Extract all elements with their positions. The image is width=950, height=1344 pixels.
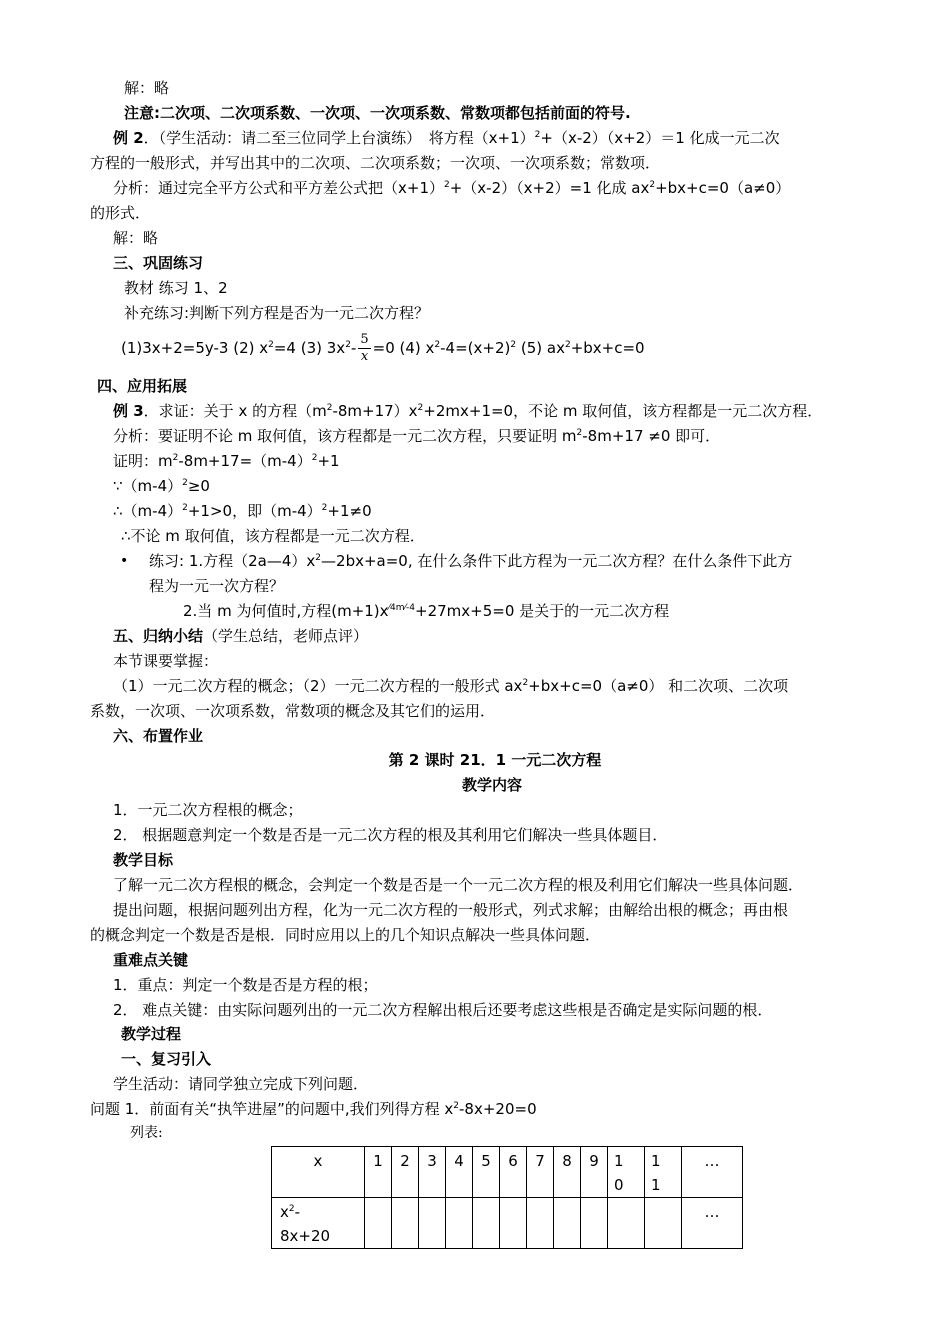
table-cell [365,1198,392,1249]
text-line: 分析：通过完全平方公式和平方差公式把$(x+1)^2+(x-2)(x+2)=1$ 化成 $ax^2+bx+c=0(a\ne 0)$ [113,179,791,197]
section-heading: 一、复习引入 [121,1050,212,1068]
section-heading: 重难点关键 [113,951,189,969]
table-cell: 2 [392,1147,419,1198]
text-line: 1．重点：判定一个数是否是方程的根； [113,976,378,994]
table-row [272,1198,743,1249]
table-cell [392,1198,419,1249]
table-cell [554,1198,581,1249]
text-line: 1．一元二次方程根的概念； [113,801,303,819]
text-line: 本节课要掌握： [113,652,219,670]
text-line: 解：略 [124,79,170,97]
text-line: 的形式． [90,204,151,222]
text-line: 练习: 1.方程$(2a—4)x^2—2bx+a=0$, 在什么条件下此方程为一元二次方程？在什么条件下此方 [149,552,793,570]
text-line: 分析：要证明不论 m 取何值，该方程都是一元二次方程，只要证明 $m^2-8m+17 \ne 0$ 即可． [113,427,721,445]
section-heading: 四、应用拓展 [97,377,188,395]
text-line: 列表: [130,1125,163,1141]
value-table [271,1146,743,1249]
text-line: 问题 1．前面有关“执竿进屋”的问题中,我们列得方程 $x^2-8x+20=0$ [90,1100,537,1118]
table-cell: $x^2-$ 8x+20 [272,1198,365,1249]
text-line: $\because(m-4)^2\ge 0$ [113,477,210,495]
text-line: 例 3．求证：关于 x 的方程$(m^2-8m+17)x^2+2mx+1=0$，不论 m 取何值，该方程都是一元二次方程． [113,402,823,420]
section-heading: 六、布置作业 [113,727,204,745]
table-cell: … [682,1198,743,1249]
text-line: （1）一元二次方程的概念；（2）一元二次方程的一般形式 $ax^2+bx+c=0(a\ne 0)$ 和二次项、二次项 [113,677,789,695]
section-heading: 三、巩固练习 [113,254,204,272]
table-cell: 8 [554,1147,581,1198]
text-line: 2.当 m 为何值时,方程$(m+1)x^{⁄4m⁄-4}+27mx+5=0$ 是关于的一元二次方程 [183,602,670,620]
text-line: 例 2．（学生活动：请二至三位同学上台演练） 将方程$(x+1)^2+(x-2)(x+2)=1$ 化成一元二次 [113,129,780,147]
text-line: 教材 练习 1、2 [124,279,228,297]
equation-line: (1)3x+2=5y-3 (2) $x^2=4$ (3) $3x^2-$ $\frac{5}{x}$ =0 (4) $x^2-4=(x+2)^2$ (5) $ax^2+bx+c=0$ [121,332,645,364]
table-cell [645,1198,682,1249]
sub-title: 教学内容 [461,776,522,794]
text-line: 了解一元二次方程根的概念，会判定一个数是否是一个一元二次方程的根及利用它们解决一些具体问题． [113,876,804,894]
text-line: 的概念判定一个数是否是根．同时应用以上的几个知识点解决一些具体问题． [90,926,601,944]
table-cell [608,1198,645,1249]
table-cell: 9 [581,1147,608,1198]
table-cell [527,1198,554,1249]
table-cell: 1 1 [645,1147,682,1198]
text-line: 2． 难点关键：由实际问题列出的一元二次方程解出根后还要考虑这些根是否确定是实际问题的根． [113,1001,773,1019]
table-cell: x [272,1147,365,1198]
section-heading: 五、归纳小结（学生总结，老师点评） [113,627,369,645]
table-cell [581,1198,608,1249]
text-line: 证明：$m^2-8m+17=(m-4)^2+1$ [113,452,340,470]
table-cell: 5 [473,1147,500,1198]
table-cell: 1 0 [608,1147,645,1198]
table-cell: 1 [365,1147,392,1198]
table-cell [446,1198,473,1249]
table-cell [473,1198,500,1249]
text-line: 系数，一次项、一次项系数，常数项的概念及其它们的运用． [90,702,496,720]
table-cell [500,1198,527,1249]
text-line: ∴不论 m 取何值，该方程都是一元二次方程． [121,527,425,545]
section-heading: 教学目标 [113,851,174,869]
text-line: 学生活动：请同学独立完成下列问题． [113,1075,369,1093]
table-cell [419,1198,446,1249]
fraction: $\frac{5}{x}$ [360,332,369,364]
text-line: 方程的一般形式，并写出其中的二次项、二次项系数；一次项、一次项系数；常数项． [90,154,661,172]
table-cell: 7 [527,1147,554,1198]
section-heading: 教学过程 [121,1025,182,1043]
text-line: 提出问题，根据问题列出方程，化为一元二次方程的一般形式，列式求解；由解给出根的概念；再由根 [113,901,789,919]
text-line: 注意:二次项、二次项系数、一次项、一次项系数、常数项都包括前面的符号. [124,104,631,122]
table-cell: 3 [419,1147,446,1198]
table-cell: 4 [446,1147,473,1198]
table-cell: 6 [500,1147,527,1198]
text-line: $\therefore(m-4)^2+1>0$，即$(m-4)^2+1\ne 0$ [113,502,372,520]
text-line: 程为一元一次方程？ [149,577,285,595]
table-cell: … [682,1147,743,1198]
table-row [272,1147,743,1198]
bullet-icon: • [120,553,129,569]
lesson-title: 第 2 课时 21．1 一元二次方程 [388,751,602,769]
text-line: 解：略 [113,229,159,247]
text-line: 补充练习:判断下列方程是否为一元二次方程？ [124,304,430,322]
text-line: 2． 根据题意判定一个数是否是一元二次方程的根及其利用它们解决一些具体题目． [113,826,668,844]
